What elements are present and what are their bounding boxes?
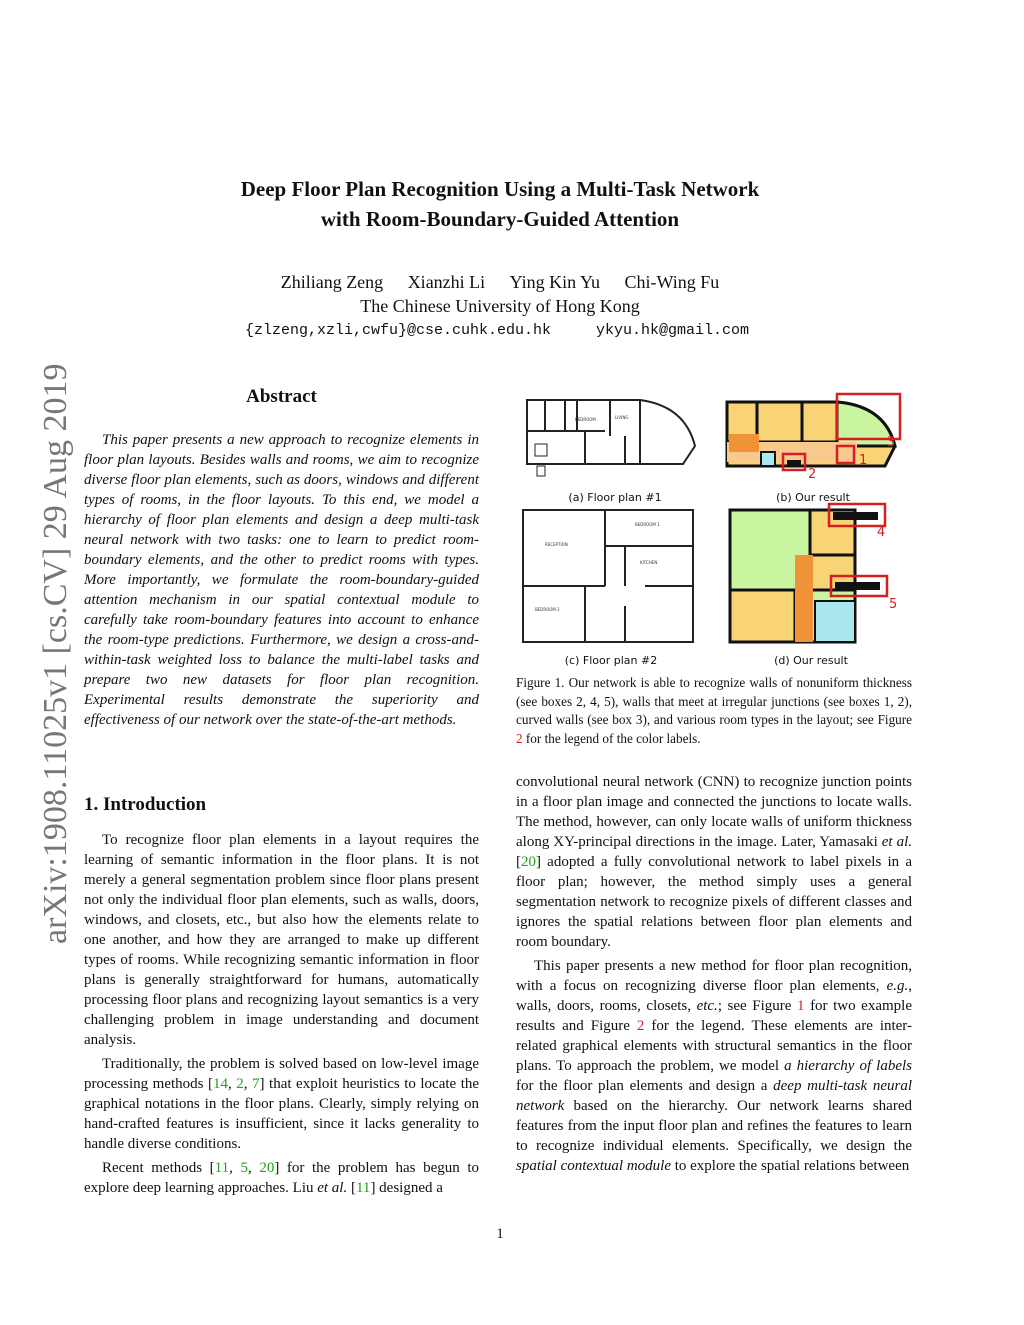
- citation-link[interactable]: 2: [236, 1076, 244, 1092]
- citation-link[interactable]: 5: [240, 1160, 248, 1176]
- citation-link[interactable]: 11: [355, 1180, 371, 1196]
- author-emails: [245, 320, 750, 342]
- author-name: Ying Kin Yu: [509, 272, 601, 292]
- right-column-body: [516, 772, 912, 1180]
- result-2-segmentation: [730, 504, 897, 642]
- intro-body: [84, 830, 479, 1202]
- affiliation: The Chinese University of Hong Kong: [360, 296, 640, 316]
- plan-text-reception: RECEPTION: [545, 542, 568, 547]
- figure-label-c: (c) Floor plan #2: [564, 654, 658, 667]
- email-1: {zlzeng,xzli,cwfu}@cse.cuhk.edu.hk: [245, 322, 552, 339]
- author-list: [0, 270, 1000, 294]
- citation-link[interactable]: 7: [252, 1076, 260, 1092]
- citation-link[interactable]: 11: [214, 1160, 230, 1176]
- box-label-2: 2: [808, 467, 817, 482]
- plan-text-kitchen: KITCHEN: [640, 560, 658, 565]
- paper-title: [0, 174, 1000, 234]
- figure-label-d: (d) Our result: [774, 654, 848, 667]
- plan-text-bedroom1: BEDROOM 1: [635, 522, 660, 527]
- abstract-heading: Abstract: [246, 386, 317, 407]
- citation-link[interactable]: 20: [521, 854, 536, 870]
- title-line-1: Deep Floor Plan Recognition Using a Multi-Task Network: [240, 177, 760, 201]
- author-name: Chi-Wing Fu: [624, 272, 720, 292]
- plan-text-bedroom2: BEDROOM 2: [535, 607, 560, 612]
- page-number: 1: [496, 1226, 504, 1242]
- box-label-3: 3: [887, 435, 896, 450]
- box-label-5: 5: [889, 597, 898, 612]
- email-2: ykyu.hk@gmail.com: [596, 322, 750, 339]
- intro-paragraph-1: To recognize floor plan elements in a layout requires the learning of semantic information in the floor plans. It is not merely a general segmentation problem since floor plans present not only the individual floor plan elements, such as walls, doors, windows, and closets, etc., but also how the elements relate to one another, and how they are arranged to make up different types of rooms. While recognizing semantic information in floor plans is generally straightforward for humans, automatically processing floor plans and recognizing layout semantics is a very challenging problem in image understanding and document analysis.: [84, 832, 479, 1048]
- result-1-segmentation: [727, 394, 900, 482]
- author-name: Zhiliang Zeng: [280, 272, 384, 292]
- box-label-1: 1: [859, 453, 868, 468]
- floor-plan-2-drawing: [523, 510, 693, 642]
- intro-heading: 1. Introduction: [84, 794, 207, 815]
- figure-link[interactable]: 2: [636, 1018, 645, 1034]
- figure-label-a: (a) Floor plan #1: [568, 491, 662, 504]
- citation-link[interactable]: 14: [213, 1076, 228, 1092]
- figure-1: [515, 386, 915, 671]
- author-name: Xianzhi Li: [407, 272, 486, 292]
- figure-link[interactable]: 2: [516, 730, 523, 746]
- right-paragraph-1: convolutional neural network (CNN) to recognize junction points in a floor plan image and connected the junctions to locate walls. The method, however, can only locate walls of uniform thickness along XY-principal directions in the image. Later, Yamasaki et al. [20] adopted a fully convolutional network to label pixels in a floor plan; however, the method simply uses a general segmentation network to recognize pixels of different classes and ignores the spatial relations between floor plan elements and room boundary.: [516, 774, 912, 950]
- svg-text:BEDROOM: BEDROOM: [575, 417, 596, 422]
- svg-text:LIVING: LIVING: [615, 415, 629, 420]
- right-paragraph-2: This paper presents a new method for floor plan recognition, with a focus on recognizing diverse floor plan elements, e.g., walls, doors, rooms, closets, etc.; see Figure 1 for two example results and Figure 2 for the legend. These elements are inter-related graphical elements with structural semantics in the floor plans. To approach the problem, we model a hierarchy of labels for the floor plan elements and design a deep multi-task neural network based on the hierarchy. Our network learns shared features from the input floor plan and refines the features to learn to recognize individual elements. Specifically, we design the spatial contextual module to explore the spatial relations between: [516, 958, 913, 1174]
- box-label-4: 4: [877, 525, 886, 540]
- floor-plan-1-drawing: [527, 400, 695, 476]
- intro-paragraph-2: Traditionally, the problem is solved based on low-level image processing methods [14, 2, 7] that exploit heuristics to locate the graphical notations in the floor plans. Clearly, simply relying on hand-crafted features is insufficient, since it lacks generality to handle diverse conditions.: [84, 1056, 480, 1152]
- abstract-text: This paper presents a new approach to recognize elements in floor plan layouts. Besides walls and rooms, we aim to recognize diverse floor plan elements, such as doors, windows and different types of rooms, in the floor layouts. To this end, we model a hierarchy of floor plan elements and design a deep multi-task neural network with two tasks: one to learn to predict room-boundary elements, and the other to predict rooms with types. More importantly, we formulate the room-boundary-guided attention mechanism in our spatial contextual module to carefully take room-boundary features into account to enhance the room-type predictions. Furthermore, we design a cross-and-within-task weighted loss to balance the multi-label tasks and prepare two new datasets for floor plan recognition. Experimental results demonstrate the superiority and effectiveness of our network over the state-of-the-art methods.: [84, 432, 479, 728]
- arxiv-sidebar-id: arXiv:1908.11025v1 [cs.CV] 29 Aug 2019: [37, 363, 74, 944]
- figure-label-b: (b) Our result: [776, 491, 850, 504]
- intro-paragraph-3: Recent methods [11, 5, 20] for the problem has begun to explore deep learning approaches. Liu et al. [11] designed a: [84, 1160, 479, 1196]
- citation-link[interactable]: 20: [259, 1160, 275, 1176]
- figure-1-caption: Figure 1. Our network is able to recognize walls of nonuniform thickness (see boxes 2, 4, 5), walls that meet at irregular junctions (see boxes 1, 2), curved walls (see box 3), and various room types in the layout; see Figure 2 for the legend of the color labels.: [516, 675, 912, 746]
- figure-link[interactable]: 1: [797, 998, 805, 1014]
- title-line-2: with Room-Boundary-Guided Attention: [320, 207, 680, 231]
